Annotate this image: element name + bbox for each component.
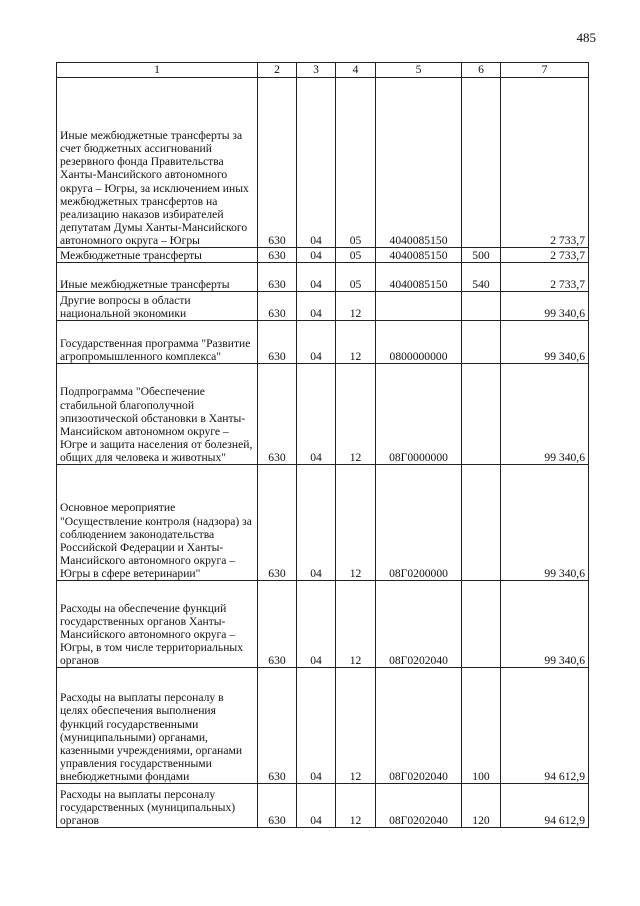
row-code-5-cell: 08Г0200000 [376, 465, 462, 581]
row-code-3-cell: 04 [297, 78, 336, 248]
row-amount-cell: 94 612,9 [501, 668, 589, 784]
column-header: 6 [462, 63, 501, 78]
row-amount-cell: 99 340,6 [501, 292, 589, 321]
column-header: 4 [336, 63, 376, 78]
table-header-row [57, 63, 589, 78]
row-amount-cell: 2 733,7 [501, 78, 589, 248]
row-amount-cell: 99 340,6 [501, 321, 589, 364]
row-name-cell: Основное мероприятие "Осуществление контроля (надзора) за соблюдением законодательства Российской Федерации и Ханты-Мансийского автономного округа – Югры в сфере ветеринарии" [57, 465, 258, 581]
row-code-4-cell: 05 [336, 78, 376, 248]
row-code-6-cell [462, 364, 501, 465]
row-code-4-cell: 05 [336, 263, 376, 292]
row-code-3-cell: 04 [297, 465, 336, 581]
table-row [57, 784, 589, 828]
row-name-cell: Иные межбюджетные трансферты [57, 263, 258, 292]
row-code-3-cell: 04 [297, 784, 336, 828]
row-code-3-cell: 04 [297, 292, 336, 321]
table-row [57, 364, 589, 465]
table-row [57, 321, 589, 364]
row-code-6-cell [462, 321, 501, 364]
row-name-cell: Межбюджетные трансферты [57, 248, 258, 263]
row-amount-cell: 99 340,6 [501, 465, 589, 581]
row-code-6-cell: 540 [462, 263, 501, 292]
row-code-2-cell: 630 [258, 668, 297, 784]
table-row [57, 263, 589, 292]
row-amount-cell: 2 733,7 [501, 248, 589, 263]
row-code-5-cell: 08Г0202040 [376, 668, 462, 784]
row-code-6-cell: 500 [462, 248, 501, 263]
row-code-4-cell: 12 [336, 668, 376, 784]
row-code-4-cell: 12 [336, 321, 376, 364]
row-code-3-cell: 04 [297, 364, 336, 465]
row-code-4-cell: 05 [336, 248, 376, 263]
row-amount-cell: 99 340,6 [501, 581, 589, 668]
row-code-5-cell: 08Г0202040 [376, 581, 462, 668]
column-header: 2 [258, 63, 297, 78]
column-header: 1 [57, 63, 258, 78]
row-code-6-cell [462, 78, 501, 248]
row-code-3-cell: 04 [297, 321, 336, 364]
row-name-cell: Расходы на выплаты персоналу в целях обеспечения выполнения функций государственными (муниципальными) органами, казенными учреждениями, органами управления государственными внебюджетными фондами [57, 668, 258, 784]
page-number: 485 [576, 30, 596, 45]
row-code-5-cell: 4040085150 [376, 263, 462, 292]
row-name-cell: Иные межбюджетные трансферты за счет бюджетных ассигнований резервного фонда Правительства Ханты-Мансийского автономного округа – Югры, за исключением иных межбюджетных трансфертов на реализацию наказов избирателей депутатам Думы Ханты-Мансийского автономного округа – Югры [57, 78, 258, 248]
row-code-4-cell: 12 [336, 581, 376, 668]
row-code-5-cell: 0800000000 [376, 321, 462, 364]
row-code-2-cell: 630 [258, 581, 297, 668]
row-code-6-cell [462, 581, 501, 668]
row-code-4-cell: 12 [336, 465, 376, 581]
row-code-5-cell: 08Г0000000 [376, 364, 462, 465]
column-header: 7 [501, 63, 589, 78]
column-header: 5 [376, 63, 462, 78]
row-code-5-cell: 4040085150 [376, 78, 462, 248]
table-row [57, 292, 589, 321]
row-code-6-cell: 120 [462, 784, 501, 828]
table-row [57, 581, 589, 668]
row-code-5-cell: 4040085150 [376, 248, 462, 263]
row-code-5-cell: 08Г0202040 [376, 784, 462, 828]
row-code-3-cell: 04 [297, 668, 336, 784]
row-code-2-cell: 630 [258, 465, 297, 581]
row-amount-cell: 2 733,7 [501, 263, 589, 292]
table-row [57, 465, 589, 581]
row-name-cell: Подпрограмма "Обеспечение стабильной благополучной эпизоотической обстановки в Ханты-Мансийском автономном округе – Югре и защита населения от болезней, общих для человека и животных" [57, 364, 258, 465]
row-code-2-cell: 630 [258, 784, 297, 828]
column-header: 3 [297, 63, 336, 78]
row-name-cell: Другие вопросы в области национальной экономики [57, 292, 258, 321]
budget-table [56, 62, 589, 828]
row-code-6-cell [462, 292, 501, 321]
row-name-cell: Расходы на обеспечение функций государственных органов Ханты-Мансийского автономного округа – Югры, в том числе территориальных органов [57, 581, 258, 668]
row-code-4-cell: 12 [336, 364, 376, 465]
row-code-6-cell [462, 465, 501, 581]
row-code-2-cell: 630 [258, 78, 297, 248]
row-amount-cell: 94 612,9 [501, 784, 589, 828]
row-code-3-cell: 04 [297, 581, 336, 668]
row-code-2-cell: 630 [258, 321, 297, 364]
row-code-3-cell: 04 [297, 248, 336, 263]
row-code-4-cell: 12 [336, 292, 376, 321]
row-code-5-cell [376, 292, 462, 321]
table-row [57, 78, 589, 248]
row-code-2-cell: 630 [258, 292, 297, 321]
row-code-3-cell: 04 [297, 263, 336, 292]
row-code-2-cell: 630 [258, 364, 297, 465]
row-name-cell: Государственная программа "Развитие агропромышленного комплекса" [57, 321, 258, 364]
table-row [57, 668, 589, 784]
row-code-2-cell: 630 [258, 248, 297, 263]
row-code-6-cell: 100 [462, 668, 501, 784]
row-name-cell: Расходы на выплаты персоналу государственных (муниципальных) органов [57, 784, 258, 828]
row-amount-cell: 99 340,6 [501, 364, 589, 465]
row-code-4-cell: 12 [336, 784, 376, 828]
table-row [57, 248, 589, 263]
row-code-2-cell: 630 [258, 263, 297, 292]
